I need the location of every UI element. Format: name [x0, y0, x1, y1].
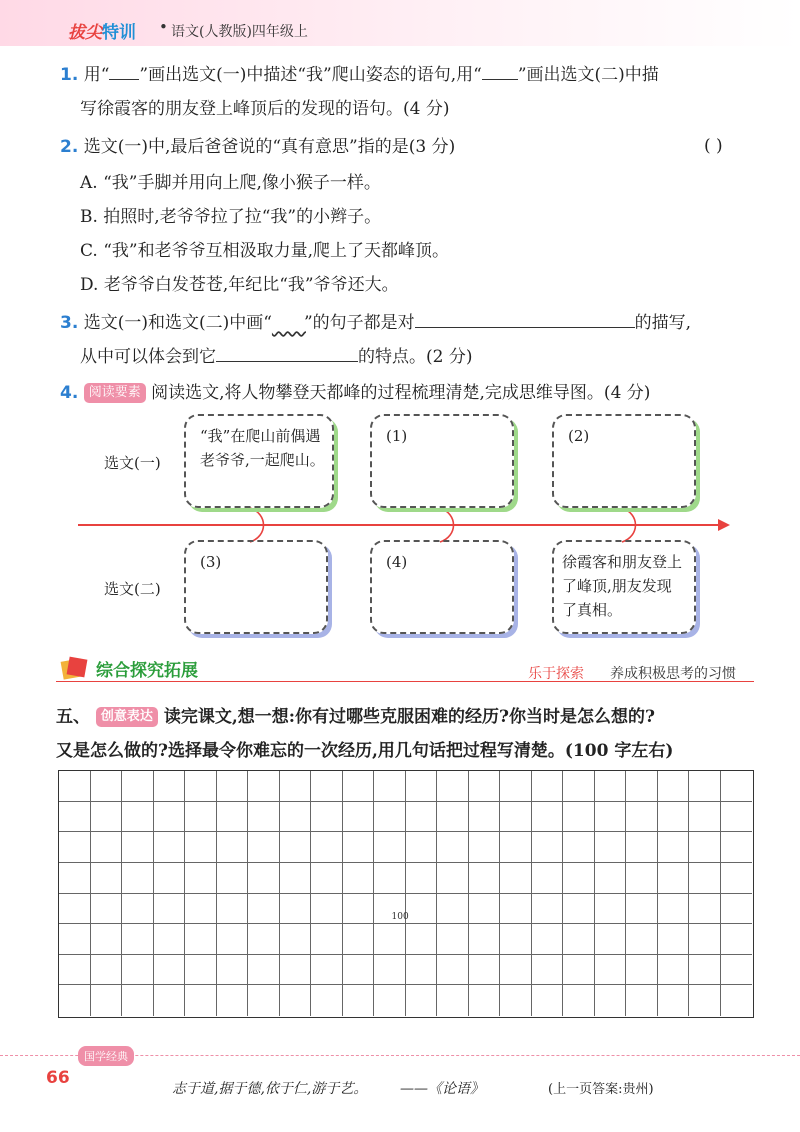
- q4-number: 4.: [60, 383, 79, 403]
- q5-number: 五、: [56, 707, 90, 727]
- grid-cell[interactable]: [500, 802, 532, 833]
- grid-cell[interactable]: [343, 985, 375, 1016]
- mindmap-box-5[interactable]: (4): [370, 540, 514, 634]
- previous-page-answer: (上一页答案:贵州): [548, 1082, 654, 1097]
- grid-cell[interactable]: [689, 955, 721, 986]
- grid-cell[interactable]: [217, 894, 249, 925]
- grid-cell[interactable]: [532, 802, 564, 833]
- grid-cell[interactable]: [437, 985, 469, 1016]
- grid-cell[interactable]: [500, 894, 532, 925]
- grid-cell[interactable]: [217, 771, 249, 802]
- grid-cell[interactable]: [217, 863, 249, 894]
- grid-cell[interactable]: [689, 985, 721, 1016]
- grid-cell[interactable]: [374, 955, 406, 986]
- section-title: 综合探究拓展: [96, 661, 198, 681]
- grid-cell[interactable]: [532, 863, 564, 894]
- grid-cell[interactable]: [280, 894, 312, 925]
- grid-cell[interactable]: [658, 985, 690, 1016]
- grid-cell[interactable]: [343, 771, 375, 802]
- grid-cell[interactable]: [154, 832, 186, 863]
- grid-cell[interactable]: [217, 955, 249, 986]
- grid-cell[interactable]: [59, 771, 91, 802]
- grid-cell[interactable]: [311, 802, 343, 833]
- grid-cell[interactable]: [91, 985, 123, 1016]
- writing-grid[interactable]: [58, 770, 754, 1018]
- grid-cell[interactable]: [437, 924, 469, 955]
- grid-cell[interactable]: [311, 955, 343, 986]
- grid-cell[interactable]: [626, 863, 658, 894]
- brand-separator: •: [159, 18, 168, 36]
- grid-cell[interactable]: [469, 802, 501, 833]
- grid-cell[interactable]: [437, 771, 469, 802]
- q2-option-c[interactable]: C. “我”和老爷爷互相汲取力量,爬上了天都峰顶。: [80, 241, 449, 261]
- grid-cell[interactable]: [469, 863, 501, 894]
- mindmap-box-6: 徐霞客和朋友登上 了峰顶,朋友发现 了真相。: [552, 540, 696, 634]
- q5-line2: 又是怎么做的?选择最令你难忘的一次经历,用几句话把过程写清楚。(100 字左右): [56, 741, 674, 761]
- grid-cell[interactable]: [563, 985, 595, 1016]
- grid-cell[interactable]: [595, 771, 627, 802]
- grid-cell[interactable]: [721, 802, 753, 833]
- grid-cell[interactable]: [689, 771, 721, 802]
- grid-cell[interactable]: [595, 863, 627, 894]
- grid-cell[interactable]: [122, 985, 154, 1016]
- grid-cell[interactable]: [59, 924, 91, 955]
- grid-cell[interactable]: [154, 955, 186, 986]
- grid-cell[interactable]: [248, 894, 280, 925]
- grid-cell[interactable]: [532, 771, 564, 802]
- grid-cell[interactable]: [563, 955, 595, 986]
- grid-cell[interactable]: [217, 802, 249, 833]
- grid-cell[interactable]: [658, 771, 690, 802]
- grid-cell[interactable]: [689, 894, 721, 925]
- grid-cell[interactable]: [311, 985, 343, 1016]
- grid-cell[interactable]: [185, 771, 217, 802]
- grid-cell[interactable]: [185, 863, 217, 894]
- q2-option-b[interactable]: B. 拍照时,老爷爷拉了拉“我”的小辫子。: [80, 207, 382, 227]
- grid-cell[interactable]: [185, 894, 217, 925]
- grid-cell[interactable]: [721, 955, 753, 986]
- grid-cell[interactable]: [500, 771, 532, 802]
- mindmap-label-text2: 选文(二): [104, 580, 161, 598]
- grid-cell[interactable]: [311, 863, 343, 894]
- grid-cell[interactable]: [595, 802, 627, 833]
- grid-cell[interactable]: [658, 924, 690, 955]
- footer-tag-badge: 国学经典: [78, 1046, 134, 1066]
- grid-cell[interactable]: [122, 771, 154, 802]
- grid-cell[interactable]: [721, 771, 753, 802]
- brand-logo: 拔尖特训: [68, 23, 136, 43]
- q2-option-d[interactable]: D. 老爷爷白发苍苍,年纪比“我”爷爷还大。: [80, 275, 399, 295]
- grid-cell[interactable]: [595, 894, 627, 925]
- grid-cell[interactable]: [406, 863, 438, 894]
- section-motto-2: 养成积极思考的习惯: [610, 666, 736, 682]
- grid-cell[interactable]: [122, 955, 154, 986]
- subject-label: 语文(人教版)四年级上: [171, 24, 308, 40]
- grid-cell[interactable]: [406, 771, 438, 802]
- grid-cell[interactable]: [185, 832, 217, 863]
- mindmap-box-3[interactable]: (2): [552, 414, 696, 508]
- grid-cell[interactable]: [595, 985, 627, 1016]
- grid-cell[interactable]: [154, 771, 186, 802]
- grid-cell[interactable]: [563, 832, 595, 863]
- grid-cell[interactable]: [374, 863, 406, 894]
- grid-cell[interactable]: [721, 894, 753, 925]
- grid-cell[interactable]: [437, 863, 469, 894]
- grid-cell[interactable]: [532, 955, 564, 986]
- quote-source: ——《论语》: [400, 1081, 484, 1097]
- grid-cell[interactable]: [689, 802, 721, 833]
- q5-line1: 五、 创意表达 读完课文,想一想:你有过哪些克服困难的经历?你当时是怎么想的?: [56, 707, 655, 727]
- grid-cell[interactable]: [626, 832, 658, 863]
- grid-cell[interactable]: [91, 832, 123, 863]
- q2-number: 2.: [60, 137, 79, 157]
- grid-cell[interactable]: [721, 863, 753, 894]
- grid-cell[interactable]: [437, 955, 469, 986]
- grid-cell[interactable]: [721, 832, 753, 863]
- grid-cell[interactable]: [626, 802, 658, 833]
- grid-cell[interactable]: [658, 832, 690, 863]
- mindmap-box-2[interactable]: (1): [370, 414, 514, 508]
- grid-cell[interactable]: [280, 832, 312, 863]
- grid-cell[interactable]: [500, 832, 532, 863]
- grid-cell[interactable]: [469, 832, 501, 863]
- grid-cell[interactable]: [91, 771, 123, 802]
- grid-cell[interactable]: [721, 985, 753, 1016]
- grid-cell[interactable]: [469, 955, 501, 986]
- grid-cell[interactable]: [595, 832, 627, 863]
- grid-cell[interactable]: [343, 894, 375, 925]
- grid-cell[interactable]: [469, 771, 501, 802]
- grid-cell[interactable]: [626, 924, 658, 955]
- grid-cell[interactable]: [91, 955, 123, 986]
- grid-cell[interactable]: [185, 802, 217, 833]
- grid-cell[interactable]: [721, 924, 753, 955]
- grid-cell[interactable]: [248, 771, 280, 802]
- grid-cell[interactable]: [563, 771, 595, 802]
- grid-cell[interactable]: [689, 832, 721, 863]
- grid-cell[interactable]: [185, 955, 217, 986]
- grid-cell[interactable]: [500, 955, 532, 986]
- grid-cell[interactable]: [248, 832, 280, 863]
- grid-cell[interactable]: [374, 985, 406, 1016]
- grid-cell[interactable]: [689, 924, 721, 955]
- grid-cell[interactable]: [185, 985, 217, 1016]
- classic-quote: 志于道,据于德,依于仁,游于艺。: [172, 1081, 368, 1097]
- grid-cell[interactable]: [59, 832, 91, 863]
- grid-cell[interactable]: [154, 924, 186, 955]
- q2-option-a[interactable]: A. “我”手脚并用向上爬,像小猴子一样。: [80, 173, 381, 193]
- grid-cell[interactable]: [626, 894, 658, 925]
- grid-cell[interactable]: [658, 863, 690, 894]
- grid-cell[interactable]: [311, 771, 343, 802]
- grid-cell[interactable]: [59, 955, 91, 986]
- grid-cell[interactable]: [500, 985, 532, 1016]
- grid-cell[interactable]: [59, 802, 91, 833]
- grid-cell[interactable]: [374, 924, 406, 955]
- grid-cell[interactable]: [406, 894, 438, 925]
- grid-cell[interactable]: [280, 863, 312, 894]
- grid-cell[interactable]: [59, 985, 91, 1016]
- section-motto-1: 乐于探索: [528, 666, 584, 682]
- q3-number: 3.: [60, 313, 79, 333]
- grid-cell[interactable]: [406, 985, 438, 1016]
- grid-cell[interactable]: [595, 924, 627, 955]
- q1-line1: 1. 用“ ”画出选文(一)中描述“我”爬山姿态的语句,用“ ”画出选文(二)中描: [60, 62, 659, 88]
- grid-cell[interactable]: [248, 802, 280, 833]
- grid-cell[interactable]: [91, 802, 123, 833]
- grid-cell[interactable]: [217, 832, 249, 863]
- grid-cell[interactable]: [469, 985, 501, 1016]
- grid-cell[interactable]: [343, 924, 375, 955]
- q1-number: 1.: [60, 65, 79, 85]
- grid-cell[interactable]: [248, 863, 280, 894]
- grid-cell[interactable]: [343, 955, 375, 986]
- grid-cell[interactable]: [91, 863, 123, 894]
- grid-cell[interactable]: [626, 955, 658, 986]
- grid-cell[interactable]: [437, 894, 469, 925]
- grid-cell[interactable]: [343, 802, 375, 833]
- mindmap-box-1: “我”在爬山前偶遇 老爷爷,一起爬山。: [184, 414, 334, 508]
- grid-cell[interactable]: [311, 894, 343, 925]
- grid-cell[interactable]: [280, 771, 312, 802]
- grid-cell[interactable]: [563, 863, 595, 894]
- grid-cell[interactable]: [122, 924, 154, 955]
- q2-stem: 2. 选文(一)中,最后爸爸说的“真有意思”指的是(3 分): [60, 137, 456, 157]
- grid-cell[interactable]: [689, 863, 721, 894]
- grid-cell[interactable]: [154, 985, 186, 1016]
- grid-cell[interactable]: [311, 832, 343, 863]
- grid-cell[interactable]: [59, 894, 91, 925]
- grid-cell[interactable]: [658, 955, 690, 986]
- grid-cell[interactable]: [122, 802, 154, 833]
- grid-cell[interactable]: [280, 802, 312, 833]
- grid-cell[interactable]: [437, 832, 469, 863]
- grid-cell[interactable]: [563, 894, 595, 925]
- grid-cell[interactable]: [122, 863, 154, 894]
- grid-cell[interactable]: [626, 771, 658, 802]
- grid-cell[interactable]: [217, 924, 249, 955]
- q4-stem: 4. 阅读要素 阅读选文,将人物攀登天都峰的过程梳理清楚,完成思维导图。(4 分): [60, 383, 651, 403]
- grid-cell[interactable]: [343, 863, 375, 894]
- grid-cell[interactable]: [248, 955, 280, 986]
- grid-cell[interactable]: [311, 924, 343, 955]
- grid-cell[interactable]: [406, 832, 438, 863]
- grid-cell[interactable]: [122, 832, 154, 863]
- grid-cell[interactable]: [406, 955, 438, 986]
- grid-cell[interactable]: [122, 894, 154, 925]
- grid-cell[interactable]: [59, 863, 91, 894]
- grid-cell[interactable]: [248, 985, 280, 1016]
- grid-cell[interactable]: [563, 924, 595, 955]
- grid-cell[interactable]: [626, 985, 658, 1016]
- grid-cell[interactable]: [343, 832, 375, 863]
- mindmap-label-text1: 选文(一): [104, 454, 161, 472]
- grid-cell[interactable]: [280, 924, 312, 955]
- grid-cell[interactable]: [532, 924, 564, 955]
- grid-cell[interactable]: [406, 802, 438, 833]
- grid-cell[interactable]: [154, 802, 186, 833]
- grid-cell[interactable]: [154, 863, 186, 894]
- mindmap-box-4[interactable]: (3): [184, 540, 328, 634]
- q1-line2: 写徐霞客的朋友登上峰顶后的发现的语句。(4 分): [80, 99, 450, 119]
- grid-cell[interactable]: [437, 802, 469, 833]
- q3-line1: 3. 选文(一)和选文(二)中画“ ”的句子都是对 的描写,: [60, 310, 691, 336]
- grid-cell[interactable]: [154, 894, 186, 925]
- grid-cell[interactable]: [469, 924, 501, 955]
- grid-cell[interactable]: [248, 924, 280, 955]
- page-number: 66: [46, 1068, 70, 1088]
- grid-cell[interactable]: [532, 985, 564, 1016]
- grid-cell[interactable]: [469, 894, 501, 925]
- q5-tag-badge: 创意表达: [96, 707, 158, 727]
- grid-cell[interactable]: [406, 924, 438, 955]
- timeline-arrowhead: [718, 519, 730, 531]
- grid-cell[interactable]: [374, 832, 406, 863]
- grid-cell[interactable]: [658, 802, 690, 833]
- q4-tag-badge: 阅读要素: [84, 383, 146, 403]
- section-icon: [60, 656, 90, 680]
- grid-cell[interactable]: [280, 955, 312, 986]
- grid-cell[interactable]: [595, 955, 627, 986]
- grid-cell[interactable]: [563, 802, 595, 833]
- q3-line2: 从中可以体会到它 的特点。(2 分): [80, 344, 472, 370]
- grid-cell[interactable]: [217, 985, 249, 1016]
- grid-cell[interactable]: [280, 985, 312, 1016]
- grid-cell[interactable]: [374, 771, 406, 802]
- grid-cell[interactable]: [500, 924, 532, 955]
- grid-count-mark: 100: [391, 911, 409, 922]
- grid-cell[interactable]: [91, 894, 123, 925]
- grid-cell[interactable]: [658, 894, 690, 925]
- grid-cell[interactable]: [532, 894, 564, 925]
- grid-cell[interactable]: [500, 863, 532, 894]
- q2-answer-paren[interactable]: ( ): [704, 136, 723, 156]
- grid-cell[interactable]: [91, 924, 123, 955]
- grid-cell[interactable]: [374, 802, 406, 833]
- grid-cell[interactable]: [185, 924, 217, 955]
- grid-cell[interactable]: [532, 832, 564, 863]
